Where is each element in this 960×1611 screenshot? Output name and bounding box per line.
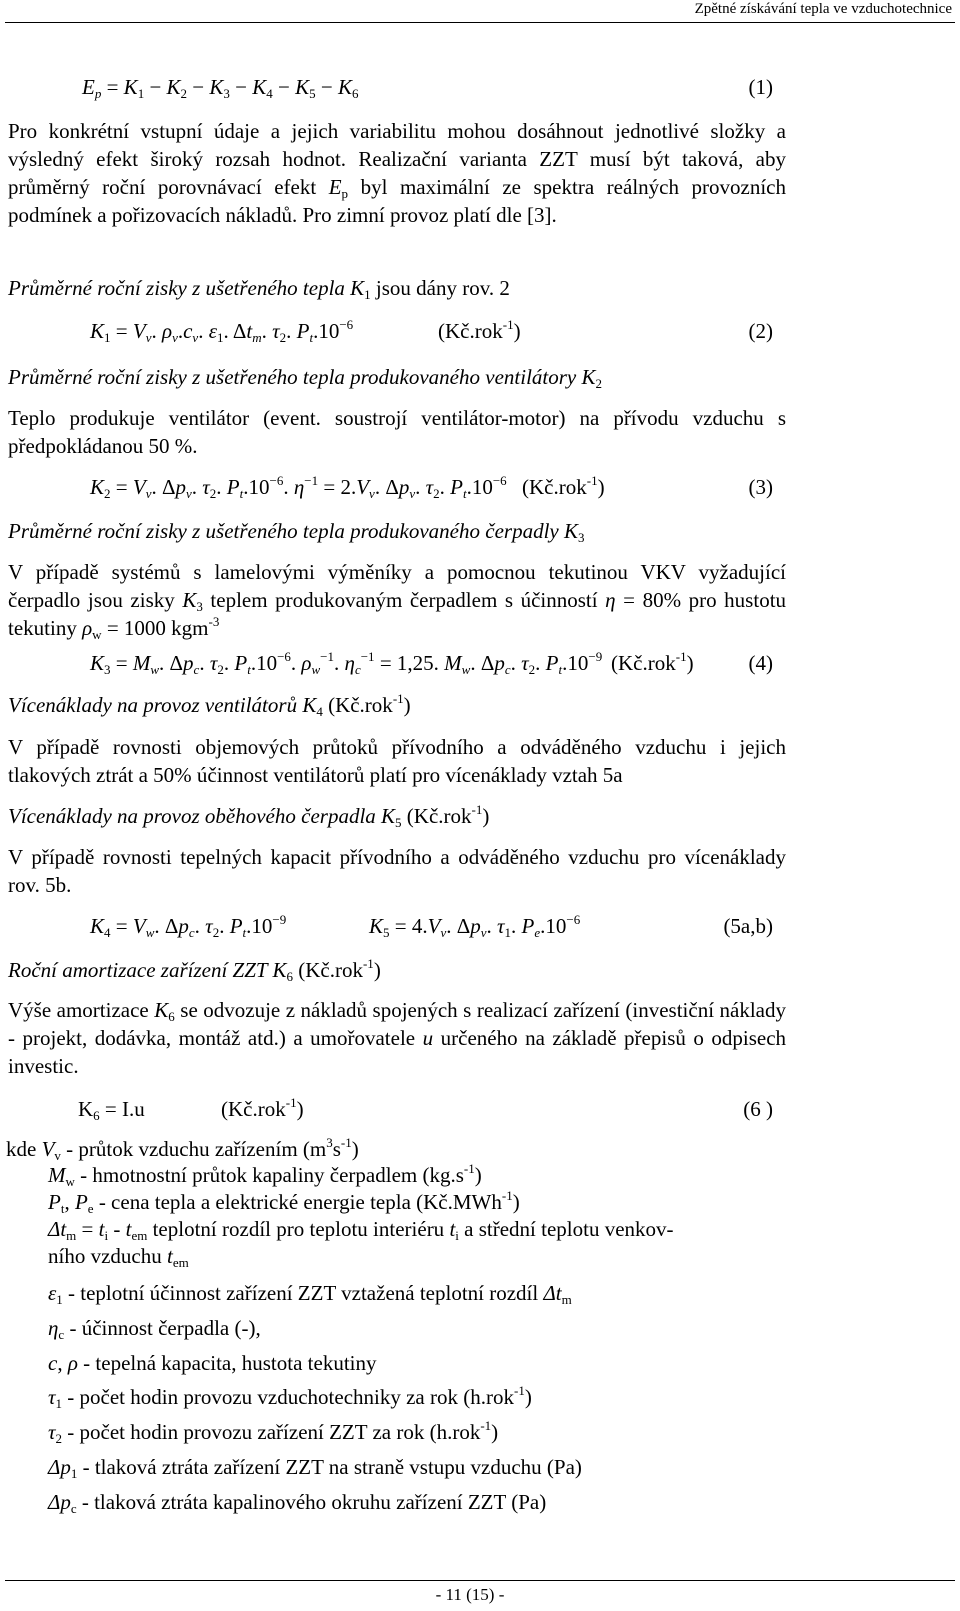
equation-4: $K_3 = M_w$. $\Delta p_c$. $\tau_2$. $P_t.10^{-6}$. $\rho_w^{-1}$. $\eta_c^{-1} = 1,25$. $M_w$. $\Delta p_c$. $\tau_2$. $P_t.10^{-9}$ xyxy=(90,649,603,677)
equation-3: $K_2 = V_v$. $\Delta p_v$. $\tau_2$. $P_t.10^{-6}$. $\eta^{-1} = 2.V_v$. $\Delta p_v$. $\tau_2$. $P_t.10^{-6}$ xyxy=(90,473,507,501)
equation-5b: $K_5 = 4.V_v$. $\Delta p_v$. $\tau_1$. $P_e.10^{-6}$ xyxy=(369,912,581,940)
equation-2: $K_1 = V_v$. $\rho_v.c_v$. $\varepsilon_1$. $\Delta t_m$. $\tau_2$. $P_t.10^{-6}$ xyxy=(90,317,354,345)
legend-item: ního vzduchu $t_{em}$ xyxy=(48,1244,189,1270)
equation-4-unit: (Kč.rok$^{-1}$) xyxy=(611,649,694,675)
legend-item: $P_t$, $P_e$ - cena tepla a elektrické energie tepla (Kč.MWh$^{-1}$) xyxy=(48,1188,520,1216)
equation-6-number: (6 ) xyxy=(743,1097,773,1121)
legend-item: $M_w$ - hmotnostní průtok kapaliny čerpadlem $(kg.s^{-1})$ xyxy=(48,1161,482,1189)
heading-k4: Vícenáklady na provoz ventilátorů $K_4$ (Kč.rok$^{-1}$) xyxy=(8,691,411,719)
equation-3-number: (3) xyxy=(748,475,773,499)
equation-2-unit: (Kč.rok$^{-1}$) xyxy=(438,317,521,343)
running-header: Zpětné získávání tepla ve vzduchotechnice xyxy=(694,1,952,17)
equation-3-unit: (Kč.rok$^{-1}$) xyxy=(522,473,605,499)
footer-rule xyxy=(5,1580,955,1581)
heading-k3: Průměrné roční zisky z ušetřeného tepla produkovaného čerpadly $K_3$ xyxy=(8,519,585,545)
paragraph-intro: Pro konkrétní vstupní údaje a jejich variabilitu mohou dosáhnout jednotlivé složky a výsledný efekt široký rozsah hodnot. Realizační varianta ZZT musí být taková, aby průměrný roční porovnávací efekt $E_p$ byl maximální ze spektra reálných provozních podmínek a pořizovacích nákladů. Pro zimní provoz platí dle [3]. xyxy=(8,119,786,227)
header-rule xyxy=(5,22,955,23)
equation-6: $K_6 = I.u$ xyxy=(78,1097,145,1123)
paragraph-amortization: Výše amortizace $K_6$ se odvozuje z nákladů spojených s realizací zařízení (investiční náklady - projekt, dodávka, montáž atd.) a umořovatele u určeného na základě přepisů o odpisech investic. xyxy=(8,998,787,1078)
heading-k1: Průměrné roční zisky z ušetřeného tepla $K_1$ jsou dány rov. 2 xyxy=(8,276,510,302)
legend-item: $\Delta p_1$ - tlaková ztráta zařízení ZZT na straně vstupu vzduchu (Pa) xyxy=(48,1455,582,1481)
legend-item: kde $V_v$ - průtok vzduchu zařízením $(m^3s^{-1})$ xyxy=(6,1135,359,1163)
paragraph-pump-costs: V případě rovnosti tepelných kapacit přívodního a odváděného vzduchu pro vícenáklady rov. 5b. xyxy=(8,845,786,897)
equation-6-unit: (Kč.rok$^{-1}$) xyxy=(221,1095,304,1121)
paragraph-pump-heat: V případě systémů s lamelovými výměníky a pomocnou tekutinou VKV vyžadující čerpadlo jsou zisky $K_3$ teplem produkovaným čerpadlem s účinností η = 80% pro hustotu tekutiny $\rho_w = 1000$ kgm$^{-3}$ xyxy=(8,560,787,642)
equation-5a: $K_4 = V_w$. $\Delta p_c$. $\tau_2$. $P_t.10^{-9}$ xyxy=(90,912,287,940)
heading-k5: Vícenáklady na provoz oběhového čerpadla $K_5$ (Kč.rok$^{-1}$) xyxy=(8,802,490,830)
equation-1-number: (1) xyxy=(748,75,773,99)
equation-1: $E_p = K_1 - K_2 - K_3 - K_4 - K_5 - K_6$ xyxy=(82,75,359,101)
legend-item: c, ρ - tepelná kapacita, hustota tekutiny xyxy=(48,1351,377,1375)
legend-item: $\tau_2$ - počet hodin provozu zařízení ZZT za rok (h.rok$^{-1}$) xyxy=(48,1418,499,1446)
legend-item: $\varepsilon_1$ - teplotní účinnost zařízení ZZT vztažená teplotní rozdíl $\Delta t_m$ xyxy=(48,1281,572,1307)
page-number: - 11 (15) - xyxy=(435,1585,505,1604)
heading-k2: Průměrné roční zisky z ušetřeného tepla produkovaného ventilátory $K_2$ xyxy=(8,365,602,391)
equation-4-number: (4) xyxy=(748,651,773,675)
equation-5-number: (5a,b) xyxy=(723,914,773,938)
legend-item: $\Delta t_m = t_i - t_{em}$ teplotní rozdíl pro teplotu interiéru $t_i$ a střední teplotu venkov- xyxy=(48,1217,674,1243)
equation-2-number: (2) xyxy=(748,319,773,343)
heading-k6: Roční amortizace zařízení ZZT $K_6$ (Kč.rok$^{-1}$) xyxy=(8,956,381,984)
paragraph-fan-costs: V případě rovnosti objemových průtoků přívodního a odváděného vzduchu i jejich tlakových ztrát a 50% účinnost ventilátorů platí pro vícenáklady vztah 5a xyxy=(8,735,786,787)
legend-item: $\tau_1$ - počet hodin provozu vzduchotechniky za rok (h.rok$^{-1}$) xyxy=(48,1383,532,1411)
legend-item: $\eta_c$ - účinnost čerpadla (-), xyxy=(48,1316,261,1342)
paragraph-fan-heat: Teplo produkuje ventilátor (event. soustrojí ventilátor-motor) na přívodu vzduchu s předpokládanou 50 %. xyxy=(8,406,786,458)
legend-item: $\Delta p_c$ - tlaková ztráta kapalinového okruhu zařízení ZZT (Pa) xyxy=(48,1490,547,1516)
